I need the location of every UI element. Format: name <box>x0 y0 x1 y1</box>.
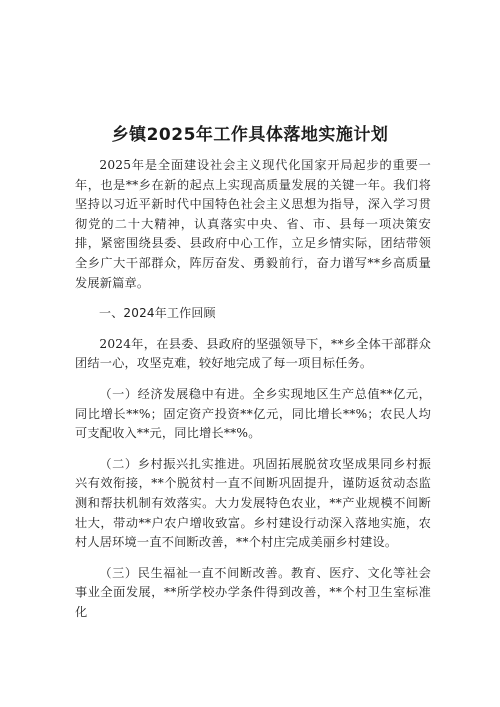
rural-revitalization-paragraph: （二）乡村振兴扎实推进。巩固拓展脱贫攻坚成果同乡村振兴有效衔接，**个脱贫村一直不间断巩固提升，谨防返贫动态监测和帮扶机制有效落实。大力发展特色农业，**产业规模不间断壮大，带动**户农户增收致富。乡村建设行动深入落地实施，农村人居环境一直不间断改善，**个村庄完成美丽乡村建设。 <box>75 456 431 550</box>
review-summary-paragraph: 2024年，在县委、县政府的坚强领导下，**乡全体干部群众团结一心，攻坚克难，较好地完成了每一项目标任务。 <box>75 336 431 371</box>
section-heading-review: 一、2024年工作回顾 <box>99 306 216 321</box>
intro-paragraph: 2025年是全面建设社会主义现代化国家开局起步的重要一年，也是**乡在新的起点上实现高质量发展的关键一年。我们将坚持以习近平新时代中国特色社会主义思想为指导，深入学习贯彻党的二十大精神，认真落实中央、省、市、县每一项决策安排，紧密围绕县委、县政府中心工作，立足乡情实际，团结带领全乡广大干部群众，阵厉奋发、勇毅前行，奋力谱写**乡高质量发展新篇章。 <box>75 158 431 290</box>
document-body <box>75 156 431 633</box>
document-title: 乡镇2025年工作具体落地实施计划 <box>111 125 389 145</box>
economy-paragraph: （一）经济发展稳中有进。全乡实现地区生产总值**亿元，同比增长**%；固定资产投资**亿元，同比增长**%；农民人均可支配收入**元，同比增长**%。 <box>75 386 431 441</box>
livelihood-paragraph: （三）民生福祉一直不间断改善。教育、医疗、文化等社会事业全面发展，**所学校办学条件得到改善，**个村卫生室标准化 <box>75 565 431 619</box>
